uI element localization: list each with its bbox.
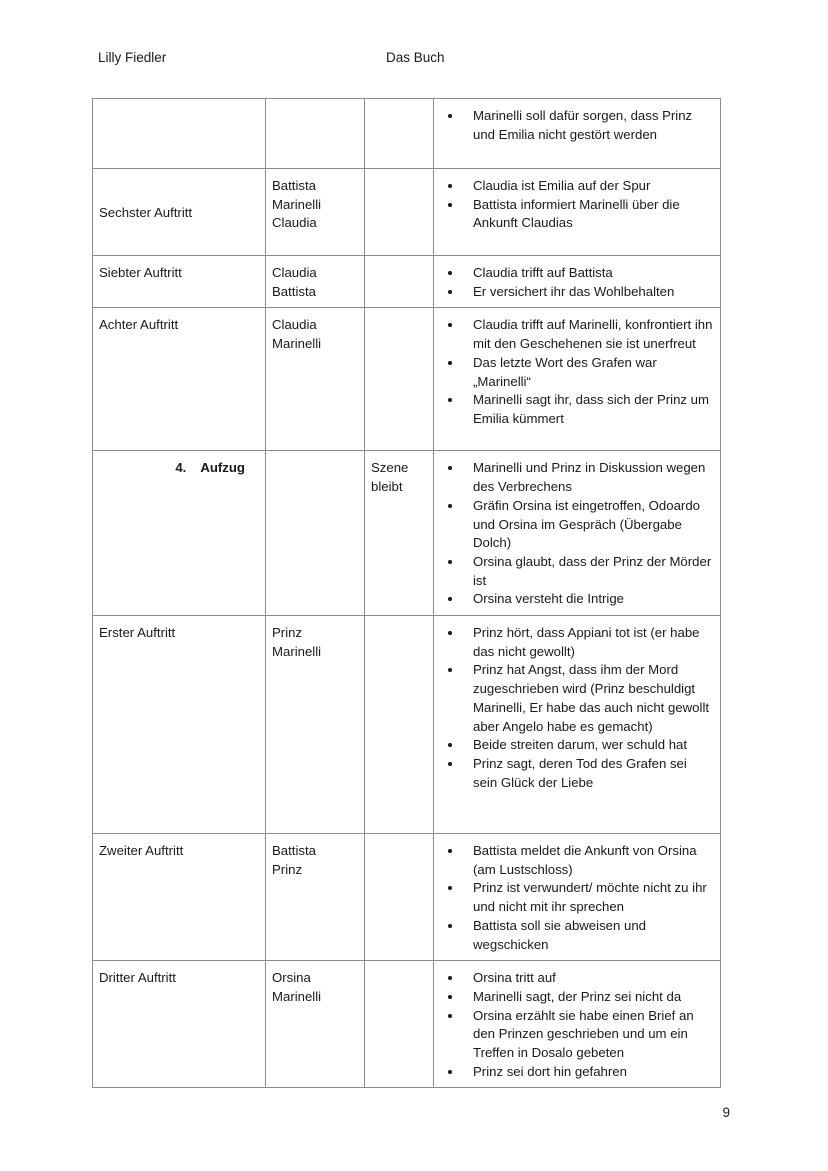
page-number: 9 xyxy=(722,1105,730,1120)
table-row xyxy=(93,99,721,169)
summary-item: • Prinz sagt, deren Tod des Grafen sei sein Glück der Liebe xyxy=(463,755,714,792)
summary-item: • Marinelli und Prinz in Diskussion wegen des Verbrechens xyxy=(463,459,714,496)
place-cell xyxy=(365,308,434,451)
act-label: Aufzug xyxy=(200,460,245,476)
summary-item: • Orsina versteht die Intrige xyxy=(463,590,714,609)
characters-cell: Prinz Marinelli xyxy=(266,616,365,834)
scene-cell: Zweiter Auftritt xyxy=(93,834,266,961)
table-row xyxy=(93,169,721,256)
scene-cell: Achter Auftritt xyxy=(93,308,266,451)
characters-cell: Claudia Marinelli xyxy=(266,308,365,451)
summary-item: • Marinelli sagt ihr, dass sich der Prinz um Emilia kümmert xyxy=(463,391,714,428)
header-title: Das Buch xyxy=(386,50,445,65)
summary-list xyxy=(440,177,714,233)
summary-cell xyxy=(434,834,721,961)
characters-cell: Orsina Marinelli xyxy=(266,961,365,1088)
table-row xyxy=(93,451,721,616)
scene-cell xyxy=(93,99,266,169)
characters-cell xyxy=(266,451,365,616)
characters-cell: Battista Marinelli Claudia xyxy=(266,169,365,256)
summary-item: • Claudia trifft auf Battista xyxy=(463,264,714,283)
summary-item: • Battista informiert Marinelli über die Ankunft Claudias xyxy=(463,196,714,233)
summary-item: • Battista soll sie abweisen und wegschicken xyxy=(463,917,714,954)
summary-item: • Orsina glaubt, dass der Prinz der Mörder ist xyxy=(463,553,714,590)
summary-cell xyxy=(434,256,721,308)
summary-list xyxy=(440,969,714,1081)
summary-cell xyxy=(434,616,721,834)
summary-cell xyxy=(434,961,721,1088)
characters-cell: Battista Prinz xyxy=(266,834,365,961)
summary-list xyxy=(440,107,714,144)
scene-table xyxy=(92,98,721,1088)
summary-cell xyxy=(434,169,721,256)
table-row xyxy=(93,308,721,451)
summary-item: • Beide streiten darum, wer schuld hat xyxy=(463,736,714,755)
summary-item: • Prinz sei dort hin gefahren xyxy=(463,1063,714,1082)
summary-item: • Orsina erzählt sie habe einen Brief an den Prinzen geschrieben und um ein Treffen in Dosalo gebeten xyxy=(463,1007,714,1063)
place-cell xyxy=(365,256,434,308)
summary-list xyxy=(440,624,714,792)
summary-item: • Das letzte Wort des Grafen war „Marinelli“ xyxy=(463,354,714,391)
place-cell xyxy=(365,169,434,256)
summary-item: • Marinelli soll dafür sorgen, dass Prinz und Emilia nicht gestört werden xyxy=(463,107,714,144)
place-cell xyxy=(365,616,434,834)
act-cell xyxy=(93,451,266,616)
summary-item: • Claudia trifft auf Marinelli, konfrontiert ihn mit den Geschehenen sie ist unerfreut xyxy=(463,316,714,353)
summary-item: • Gräfin Orsina ist eingetroffen, Odoardo und Orsina im Gespräch (Übergabe Dolch) xyxy=(463,497,714,553)
characters-cell xyxy=(266,99,365,169)
summary-item: • Prinz hat Angst, dass ihm der Mord zugeschrieben wird (Prinz beschuldigt Marinelli, Er habe das auch nicht gewollt aber Angelo habe es gemacht) xyxy=(463,661,714,736)
table-row xyxy=(93,616,721,834)
summary-list xyxy=(440,264,714,301)
scene-cell: Siebter Auftritt xyxy=(93,256,266,308)
place-cell xyxy=(365,961,434,1088)
scene-cell: Erster Auftritt xyxy=(93,616,266,834)
summary-cell xyxy=(434,308,721,451)
scene-cell: Dritter Auftritt xyxy=(93,961,266,1088)
table-row xyxy=(93,961,721,1088)
summary-list xyxy=(440,459,714,609)
summary-item: • Claudia ist Emilia auf der Spur xyxy=(463,177,714,196)
summary-item: • Marinelli sagt, der Prinz sei nicht da xyxy=(463,988,714,1007)
summary-item: • Er versichert ihr das Wohlbehalten xyxy=(463,283,714,302)
header-author: Lilly Fiedler xyxy=(98,50,167,65)
place-cell xyxy=(365,834,434,961)
summary-item: • Prinz ist verwundert/ möchte nicht zu ihr und nicht mit ihr sprechen xyxy=(463,879,714,916)
summary-item: • Battista meldet die Ankunft von Orsina (am Lustschloss) xyxy=(463,842,714,879)
table-row xyxy=(93,834,721,961)
act-number: 4. xyxy=(175,460,187,476)
table-row xyxy=(93,256,721,308)
summary-cell xyxy=(434,99,721,169)
summary-list xyxy=(440,316,714,428)
scene-cell: Sechster Auftritt xyxy=(93,169,266,256)
summary-cell xyxy=(434,451,721,616)
characters-cell: Claudia Battista xyxy=(266,256,365,308)
place-cell: Szene bleibt xyxy=(365,451,434,616)
summary-item: • Prinz hört, dass Appiani tot ist (er habe das nicht gewollt) xyxy=(463,624,714,661)
summary-item: • Orsina tritt auf xyxy=(463,969,714,988)
summary-list xyxy=(440,842,714,954)
place-cell xyxy=(365,99,434,169)
